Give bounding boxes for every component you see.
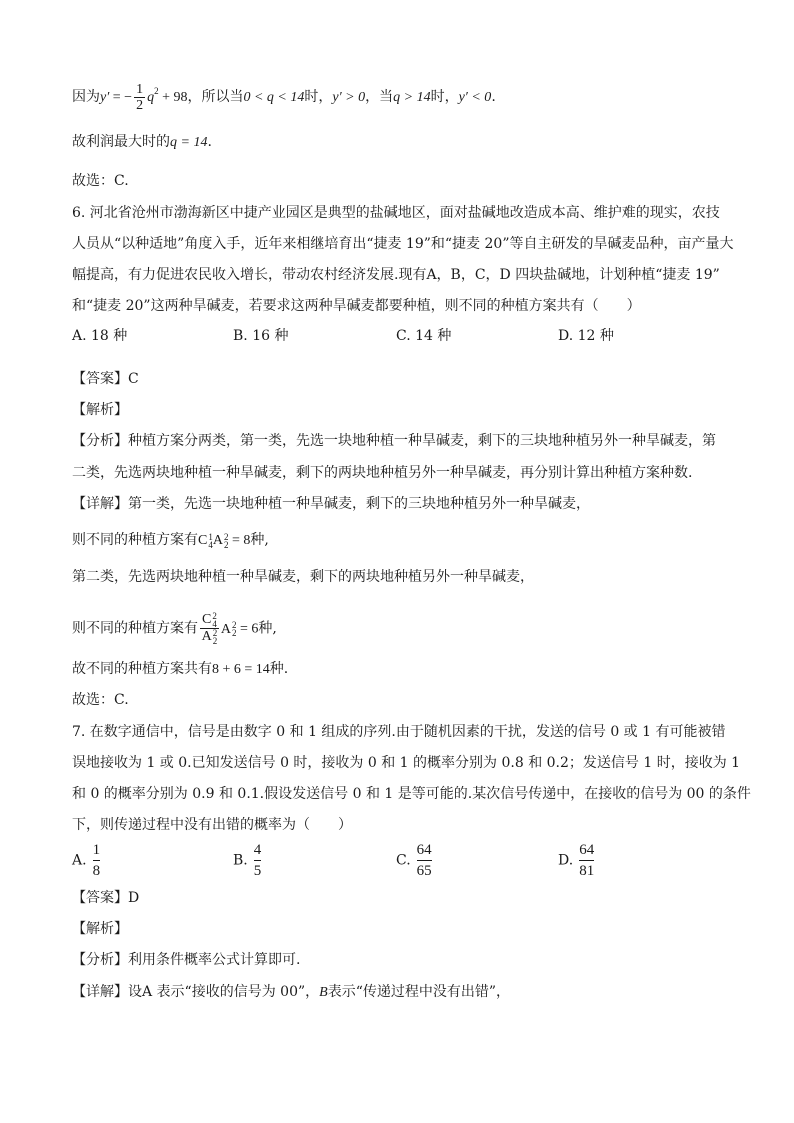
q6-line-3: 幅提高，有力促进农民收入增长，带动农村经济发展.现有A，B，C，D 四块盐碱地，计划种植“捷麦 19” xyxy=(72,267,720,283)
text: . xyxy=(491,89,496,105)
frac-num: C 2 4 xyxy=(202,611,217,629)
q7-line-3: 和 0 的概率分别为 0.9 和 0.1.假设发送信号 0 和 1 是等可能的.某次信号传递中，在接收的信号为 00 的条件 xyxy=(72,786,751,802)
exp-2: 2 xyxy=(154,86,159,96)
text: 表示“传递过程中没有出错”， xyxy=(327,984,511,1000)
frac-den: 2 xyxy=(136,97,144,113)
q6-option-b: B. 16 种 xyxy=(233,328,289,344)
math-b: B xyxy=(319,985,328,1000)
text: 【详解】设A 表示“接收的信号为 00”， xyxy=(72,984,320,1000)
answer-7: 【答案】D xyxy=(72,890,140,906)
frac-num: 64 xyxy=(417,840,432,861)
math-res6: = 6 xyxy=(236,621,259,637)
frac-den: 5 xyxy=(253,863,262,879)
option-label: B. xyxy=(233,852,248,869)
q7-line-1: 7. 在数字通信中，信号是由数字 0 和 1 组成的序列.由于随机因素的干扰，发送的信号 0 或 1 有可能被错 xyxy=(72,724,726,740)
fraction-half xyxy=(134,82,145,113)
q6-line-4: 和“捷麦 20”这两种旱碱麦，若要求这两种旱碱麦都要种植，则不同的种植方案共有（ ） xyxy=(72,298,641,314)
math-cond2: q > 14 xyxy=(393,90,431,105)
math-y-prime: y′ xyxy=(100,90,110,105)
fraction-c42-a22 xyxy=(200,612,219,645)
choose-c-2: 故选：C. xyxy=(72,692,129,708)
q6-option-d: D. 12 种 xyxy=(558,328,614,344)
q7-line-4: 下，则传递过程中没有出错的概率为（ ） xyxy=(72,817,352,833)
answer-6: 【答案】C xyxy=(72,371,139,387)
frac-den: 81 xyxy=(579,863,595,879)
q7-line-2: 误地接收为 1 或 0.已知发送信号 0 时，接收为 0 和 1 的概率分别为 0.8 和 0.2；发送信号 1 时，接收为 1 xyxy=(72,755,741,771)
math-a22: A 2 2 xyxy=(220,620,237,639)
choose-c-1: 故选：C. xyxy=(72,173,129,189)
frac-num: 4 xyxy=(254,840,262,861)
math-pos: y′ > 0 xyxy=(332,90,366,105)
xiangjie-7 xyxy=(72,982,510,1003)
text: 因为 xyxy=(72,89,100,105)
math-sum: 8 + 6 = 14 xyxy=(212,662,270,677)
jiexi-7: 【解析】 xyxy=(72,921,128,937)
option-label: C. xyxy=(396,852,411,869)
q6-line-2: 人员从“以种适地”角度入手，近年来相继培育出“捷麦 19”和“捷麦 20”等自主研发的旱碱麦品种，亩产量大 xyxy=(72,236,734,252)
q7-option-c xyxy=(396,840,432,881)
fenxi-6-line-2: 二类，先选两块地种植一种旱碱麦，剩下的两块地种植另外一种旱碱麦，再分别计算出种植方案种数. xyxy=(72,465,693,481)
option-fraction xyxy=(579,840,594,881)
text: 则不同的种植方案有 xyxy=(72,620,198,637)
q7-option-a xyxy=(72,840,100,881)
frac-den: 8 xyxy=(92,863,101,879)
text: ，所以当 xyxy=(187,89,244,105)
text: 则不同的种植方案有 xyxy=(72,532,198,548)
text: 种. xyxy=(269,661,289,677)
text: ，当 xyxy=(365,89,394,105)
math-cond1: 0 < q < 14 xyxy=(243,90,305,105)
math-neg: y′ < 0 xyxy=(458,90,492,105)
q7-option-d xyxy=(558,840,594,881)
xiangjie-6-line-2 xyxy=(72,530,269,551)
text: 故不同的种植方案共有 xyxy=(72,661,212,677)
xiangjie-6-line-3: 第二类，先选两块地种植一种旱碱麦，剩下的两块地种植另外一种旱碱麦， xyxy=(72,569,534,585)
max-profit-line xyxy=(72,132,212,153)
option-fraction xyxy=(254,840,262,881)
jiexi-6: 【解析】 xyxy=(72,402,128,418)
fenxi-7: 【分析】利用条件概率公式计算即可. xyxy=(72,952,301,968)
math-c41: C 1 4 xyxy=(198,531,213,550)
text: . xyxy=(207,134,212,150)
math-res8: = 8 xyxy=(228,533,251,548)
math-eq: = − xyxy=(109,90,133,105)
xiangjie-6-line-5 xyxy=(72,659,288,680)
math-plus: + 98 xyxy=(158,90,188,105)
option-label: A. xyxy=(72,852,87,869)
frac-den: A 2 2 xyxy=(201,628,218,646)
option-fraction xyxy=(93,840,101,881)
q6-line-1: 6. 河北省沧州市渤海新区中捷产业园区是典型的盐碱地区，面对盐碱地改造成本高、维护难的现实，农技 xyxy=(72,205,720,221)
q6-option-c: C. 14 种 xyxy=(396,328,452,344)
text: 时， xyxy=(304,89,333,105)
q6-option-a: A. 18 种 xyxy=(72,328,128,344)
text: 种, xyxy=(250,532,269,548)
xiangjie-6-line-1: 【详解】第一类，先选一块地种植一种旱碱麦，剩下的三块地种植另外一种旱碱麦， xyxy=(72,496,590,512)
frac-num: 1 xyxy=(136,81,144,97)
frac-num: 64 xyxy=(579,840,594,861)
option-label: D. xyxy=(558,852,574,869)
math-q: q xyxy=(147,90,155,105)
q7-option-b xyxy=(233,840,261,881)
fenxi-6-line-1: 【分析】种植方案分两类，第一类，先选一块地种植一种旱碱麦，剩下的三块地种植另外一种旱碱麦，第 xyxy=(72,433,716,449)
frac-num: 1 xyxy=(93,840,101,861)
math-q14: q = 14 xyxy=(170,135,208,150)
xiangjie-6-line-4 xyxy=(72,612,277,645)
option-fraction xyxy=(417,840,432,881)
frac-den: 65 xyxy=(416,863,432,879)
derivative-line xyxy=(72,81,496,113)
math-a22: A 2 2 xyxy=(212,531,229,550)
text: 故利润最大时的 xyxy=(72,134,170,150)
text: 种, xyxy=(258,620,277,637)
text: 时， xyxy=(430,89,459,105)
